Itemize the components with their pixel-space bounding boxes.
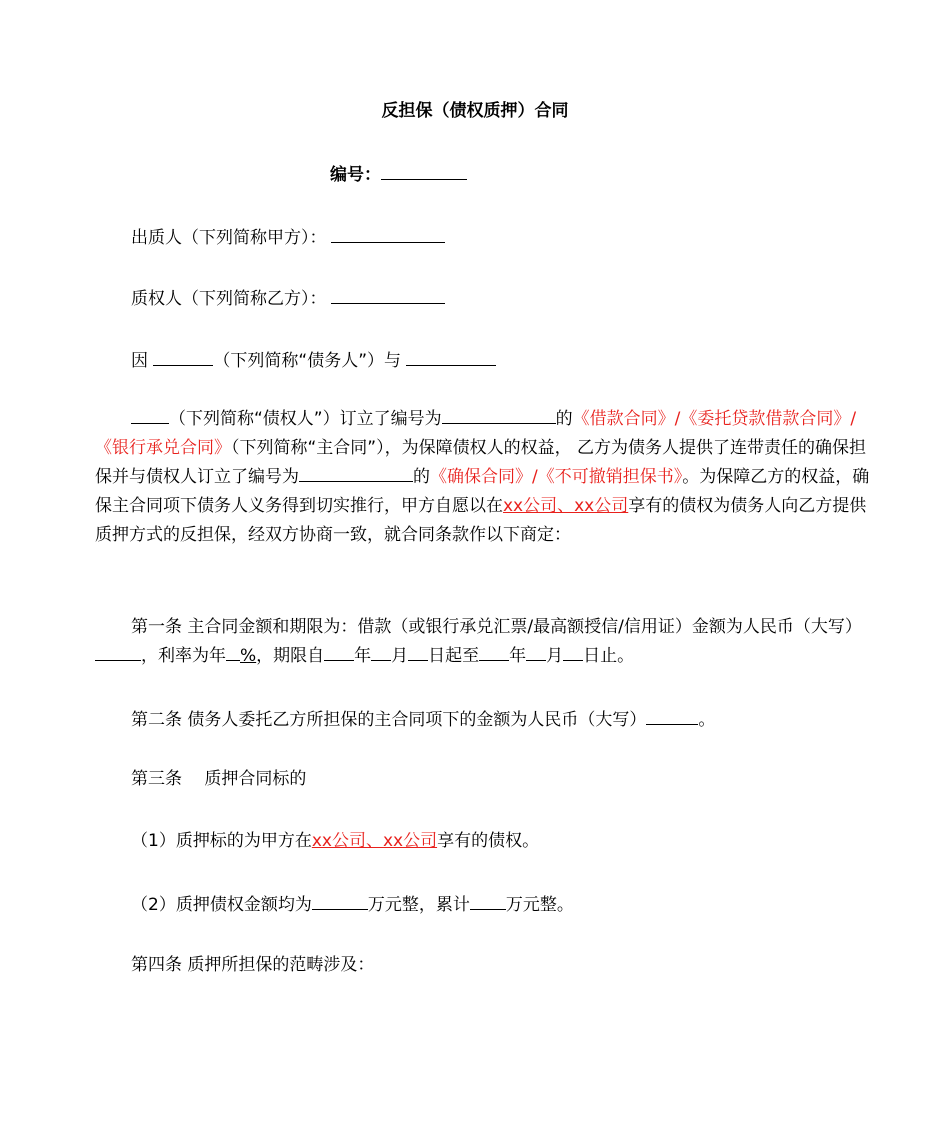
item-1-text-a: （1）质押标的为甲方在 (131, 831, 312, 851)
article-1-text-f: 月 (391, 646, 409, 666)
intro-paragraph (95, 405, 875, 550)
pledgee-blank (331, 287, 445, 304)
cause-middle: （下列简称“债务人”）与 (213, 351, 402, 371)
pledgee-line (131, 287, 445, 309)
article-1-text-a: 第一条 主合同金额和期限为：借款（或银行承兑汇票/最高额授信/信用证）金额为人民币（大写） (131, 617, 862, 637)
end-day-blank (563, 644, 583, 661)
article-4: 第四条 质押所担保的范畴涉及： (131, 955, 375, 975)
cause-prefix: 因 (131, 351, 148, 371)
article-1-text-h: 年 (509, 646, 527, 666)
item-1-text-b: 享有的债权。 (437, 831, 540, 851)
item-1 (131, 831, 539, 851)
start-month-blank (371, 644, 391, 661)
guarantee-contract-number-blank (299, 465, 413, 482)
intro-text-1: （下列简称“债权人”）订立了编号为 (169, 409, 442, 429)
article-1-text-g: 日起至 (428, 646, 480, 666)
start-year-blank (324, 644, 354, 661)
document-title: 反担保（债权质押）合同 (381, 101, 569, 121)
contract-number (330, 163, 467, 185)
item-2-text-a: （2）质押债权金额均为 (131, 895, 312, 915)
cause-line (131, 349, 496, 371)
intro-text-5: 。为保障乙方的权益，确保主合同项下债务人义务得到切实推行，甲方自愿以在 (95, 467, 870, 516)
rate-percent: % (240, 646, 257, 666)
main-contract-types: 《借款合同》/《委托贷款借款合同》/《银行承兑合同》 (95, 409, 857, 458)
debtor-blank (153, 349, 213, 366)
intro-creditor-blank (131, 407, 169, 424)
article-2 (131, 708, 715, 730)
item-2-text-c: 万元整。 (505, 895, 574, 915)
end-year-blank (479, 644, 509, 661)
intro-text-4: 的 (413, 467, 430, 487)
article-3: 第三条 质押合同标的 (131, 769, 307, 789)
item-2-text-b: 万元整，累计 (367, 895, 470, 915)
article-1 (95, 613, 875, 671)
number-label: 编号： (330, 165, 381, 185)
main-contract-number-blank (442, 407, 556, 424)
amount-blank (95, 644, 141, 661)
article-1-text-e: 年 (354, 646, 372, 666)
pledgee-label: 质权人（下列简称乙方）： (131, 289, 327, 309)
guarantee-contract-types: 《确保合同》/《不可撤销担保书》 (430, 467, 683, 487)
intro-text-6: 享有的债权为债务人向乙方提供质押方式的反担保，经双方协商一致，就合同条款作以下商定： (95, 496, 867, 545)
company-names: xx公司、xx公司 (503, 496, 629, 516)
article-1-text-i: 月 (546, 646, 564, 666)
article-1-text-b: ，利率为年 (141, 646, 226, 666)
pledgor-blank (331, 226, 445, 243)
article-1-text-j: 日止。 (583, 646, 635, 666)
creditor-blank (406, 349, 496, 366)
total-amount-blank (470, 893, 506, 910)
item-1-companies: xx公司、xx公司 (311, 831, 438, 851)
article-2-text-a: 第二条 债务人委托乙方所担保的主合同项下的金额为人民币（大写） (131, 710, 647, 730)
intro-text-3: （下列简称“主合同”），为保障债权人的权益， 乙方为债务人提供了连带责任的确保担保并与债权人订立了编号为 (95, 438, 867, 487)
article-2-text-b: 。 (698, 710, 716, 730)
article-1-text-d: ，期限自 (256, 646, 325, 666)
pledgor-label: 出质人（下列简称甲方）： (131, 228, 327, 248)
number-blank (381, 163, 467, 180)
item-2 (131, 893, 574, 915)
pledgor-line (131, 226, 445, 248)
end-month-blank (526, 644, 546, 661)
intro-text-2: 的 (555, 409, 573, 429)
guaranteed-amount-blank (646, 708, 698, 725)
start-day-blank (408, 644, 428, 661)
rate-blank (226, 644, 240, 661)
claim-amount-blank (312, 893, 368, 910)
